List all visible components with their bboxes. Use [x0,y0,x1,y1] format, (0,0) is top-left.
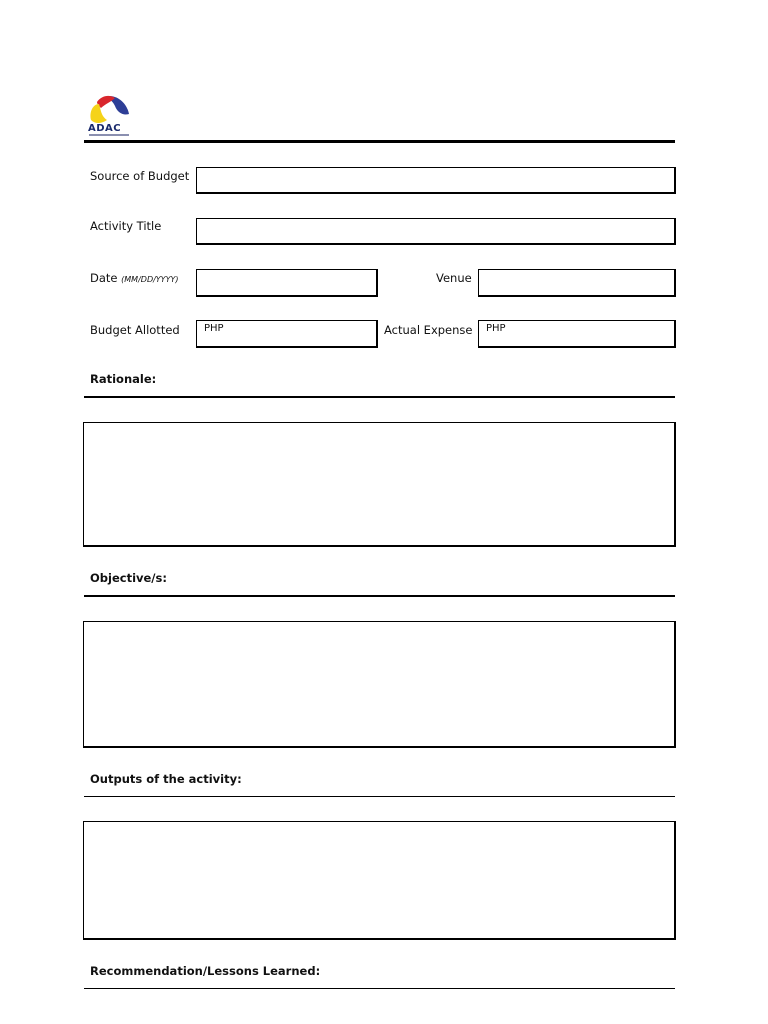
outputs-divider [84,796,675,797]
outputs-heading: Outputs of the activity: [90,772,242,786]
recommendation-heading: Recommendation/Lessons Learned: [90,964,321,978]
date-label [90,271,178,287]
objectives-heading: Objective/s: [90,571,167,585]
recommendation-divider [84,988,675,989]
source-of-budget-label: Source of Budget [90,169,190,183]
header-divider [84,140,675,143]
date-value [197,270,376,272]
budget-allotted-field[interactable] [196,320,378,348]
actual-expense-field[interactable] [478,320,676,348]
activity-title-label: Activity Title [90,219,162,233]
budget-allotted-label: Budget Allotted [90,323,180,337]
adac-logo-icon [87,94,131,126]
date-format-hint: (MM/DD/YYYY) [121,275,179,284]
venue-field[interactable] [478,269,676,297]
venue-value [479,270,674,272]
source-of-budget-value [197,168,674,170]
venue-label: Venue [436,271,472,285]
actual-expense-value: PHP [486,323,506,334]
activity-title-value [197,219,674,221]
source-of-budget-field[interactable] [196,167,676,194]
date-label-text: Date [90,271,118,285]
actual-expense-label: Actual Expense [384,323,473,337]
date-field[interactable] [196,269,378,297]
adac-logo [87,94,131,140]
rationale-divider [84,396,675,398]
logo-text: ADAC [88,123,122,134]
budget-allotted-value: PHP [204,323,224,334]
rationale-textbox[interactable] [83,422,676,547]
outputs-textbox[interactable] [83,821,676,940]
logo-tagline-line [89,134,129,136]
activity-title-field[interactable] [196,218,676,245]
objectives-textbox[interactable] [83,621,676,748]
objectives-divider [84,595,675,597]
rationale-heading: Rationale: [90,372,157,386]
